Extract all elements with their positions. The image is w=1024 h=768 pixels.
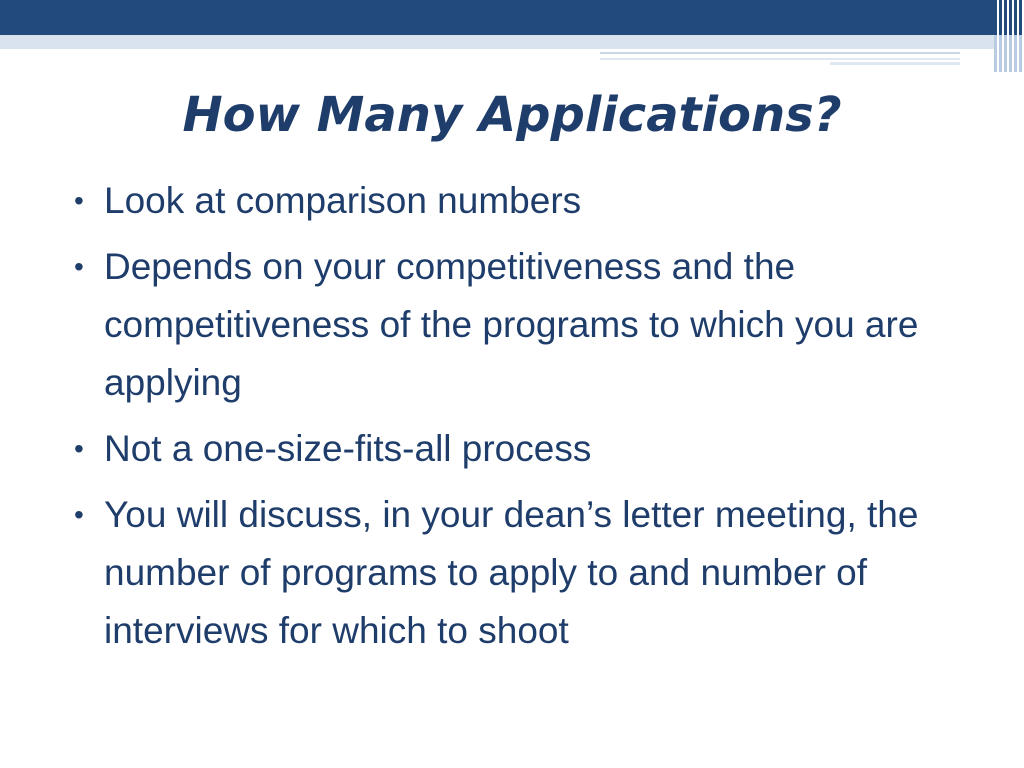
bullet-icon: • bbox=[74, 251, 84, 282]
bullet-text: Not a one-size-fits-all process bbox=[104, 428, 592, 469]
decorative-rule bbox=[600, 52, 960, 60]
bullet-icon: • bbox=[74, 433, 84, 464]
bullet-text: Look at comparison numbers bbox=[104, 180, 582, 221]
bullet-item bbox=[74, 486, 954, 660]
header-band-light bbox=[0, 35, 1024, 49]
bullet-item bbox=[74, 238, 954, 412]
bullet-item bbox=[74, 172, 954, 230]
bullet-text: You will discuss, in your dean’s letter meeting, the number of programs to apply to and number of interviews for which to shoot bbox=[104, 494, 919, 651]
bullet-icon: • bbox=[74, 185, 84, 216]
header-band bbox=[0, 0, 1024, 35]
slide-title: How Many Applications? bbox=[182, 87, 842, 143]
bullet-icon: • bbox=[74, 499, 84, 530]
bullet-item bbox=[74, 420, 954, 478]
decorative-stripes-light bbox=[994, 35, 1024, 72]
bullet-text: Depends on your competitiveness and the competitiveness of the programs to which you are applying bbox=[104, 246, 919, 403]
bullet-list bbox=[74, 172, 954, 668]
decorative-rule-short bbox=[830, 62, 960, 65]
